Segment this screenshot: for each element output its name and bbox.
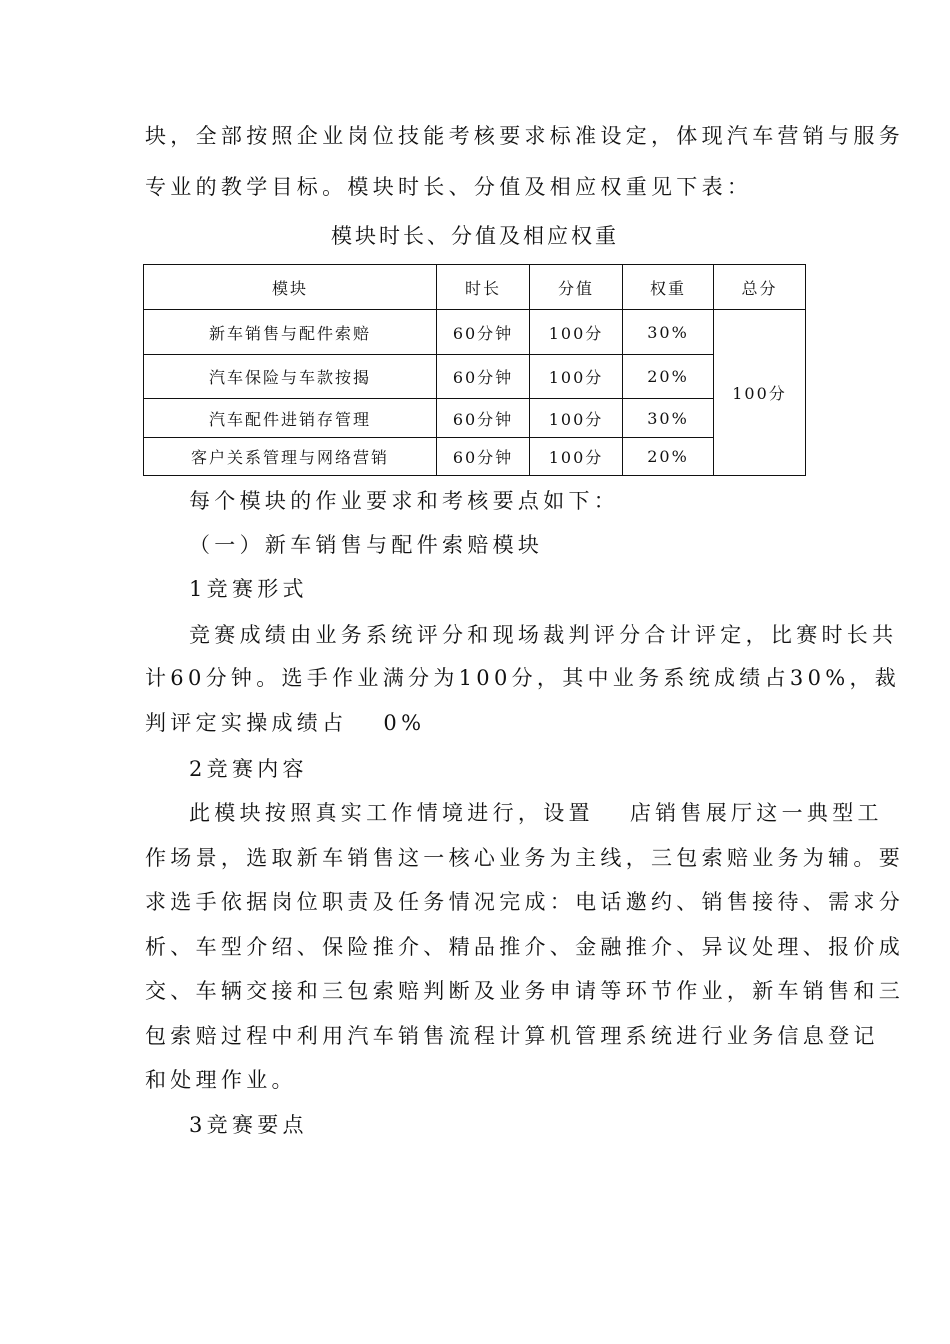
score-cell: 100分 — [530, 355, 623, 399]
header-cell: 时长 — [437, 265, 530, 310]
module-cell: 汽车配件进销存管理 — [144, 399, 437, 438]
duration-cell: 60分钟 — [437, 310, 530, 355]
module-cell: 新车销售与配件索赔 — [144, 310, 437, 355]
header-cell: 模块 — [144, 265, 437, 310]
header-cell: 权重 — [623, 265, 714, 310]
weight-cell: 20% — [623, 355, 714, 399]
section-heading: （一）新车销售与配件索赔模块 — [189, 533, 544, 557]
weight-cell: 30% — [623, 399, 714, 438]
total-score-cell: 100分 — [714, 310, 806, 476]
paragraph-line: 交、车辆交接和三包索赔判断及业务申请等环节作业，新车销售和三 — [145, 979, 904, 1003]
table-row — [144, 310, 806, 355]
intro-line: 每个模块的作业要求和考核要点如下： — [189, 489, 620, 513]
duration-cell: 60分钟 — [437, 399, 530, 438]
text-fragment: 店销售展厅这一典型工 — [629, 801, 883, 825]
paragraph-line: 计60分钟。选手作业满分为100分，其中业务系统成绩占30%，裁 — [145, 666, 901, 690]
paragraph-line: 和处理作业。 — [145, 1068, 297, 1092]
text-fragment: 判评定实操成绩占 — [145, 711, 348, 735]
subsection-heading: 2竞赛内容 — [189, 757, 308, 781]
header-cell: 分值 — [530, 265, 623, 310]
duration-cell: 60分钟 — [437, 438, 530, 476]
score-cell: 100分 — [530, 399, 623, 438]
weight-cell: 30% — [623, 310, 714, 355]
paragraph-line: 专业的教学目标。模块时长、分值及相应权重见下表： — [145, 175, 753, 199]
subsection-heading: 1竞赛形式 — [189, 577, 308, 601]
table-header-row — [144, 265, 806, 310]
paragraph-line — [145, 708, 425, 738]
table-row — [144, 438, 806, 476]
paragraph-line: 块，全部按照企业岗位技能考核要求标准设定，体现汽车营销与服务 — [145, 124, 904, 148]
paragraph-line: 求选手依据岗位职责及任务情况完成：电话邀约、销售接待、需求分 — [145, 890, 904, 914]
table-caption: 模块时长、分值及相应权重 — [331, 224, 619, 248]
subsection-heading: 3竞赛要点 — [189, 1113, 308, 1137]
header-cell: 总分 — [714, 265, 806, 310]
text-fragment: 此模块按照真实工作情境进行，设置 — [189, 801, 594, 825]
table-row — [144, 355, 806, 399]
module-cell: 客户关系管理与网络营销 — [144, 438, 437, 476]
paragraph-line — [189, 798, 883, 828]
text-fragment: 0% — [383, 711, 426, 735]
score-cell: 100分 — [530, 438, 623, 476]
paragraph-line: 析、车型介绍、保险推介、精品推介、金融推介、异议处理、报价成 — [145, 935, 904, 959]
weights-table — [143, 264, 806, 476]
table-row — [144, 399, 806, 438]
paragraph-line: 作场景，选取新车销售这一核心业务为主线，三包索赔业务为辅。要 — [145, 846, 904, 870]
score-cell: 100分 — [530, 310, 623, 355]
weight-cell: 20% — [623, 438, 714, 476]
paragraph-line: 包索赔过程中利用汽车销售流程计算机管理系统进行业务信息登记 — [145, 1024, 879, 1048]
module-cell: 汽车保险与车款按揭 — [144, 355, 437, 399]
paragraph-line: 竞赛成绩由业务系统评分和现场裁判评分合计评定，比赛时长共 — [189, 623, 898, 647]
duration-cell: 60分钟 — [437, 355, 530, 399]
